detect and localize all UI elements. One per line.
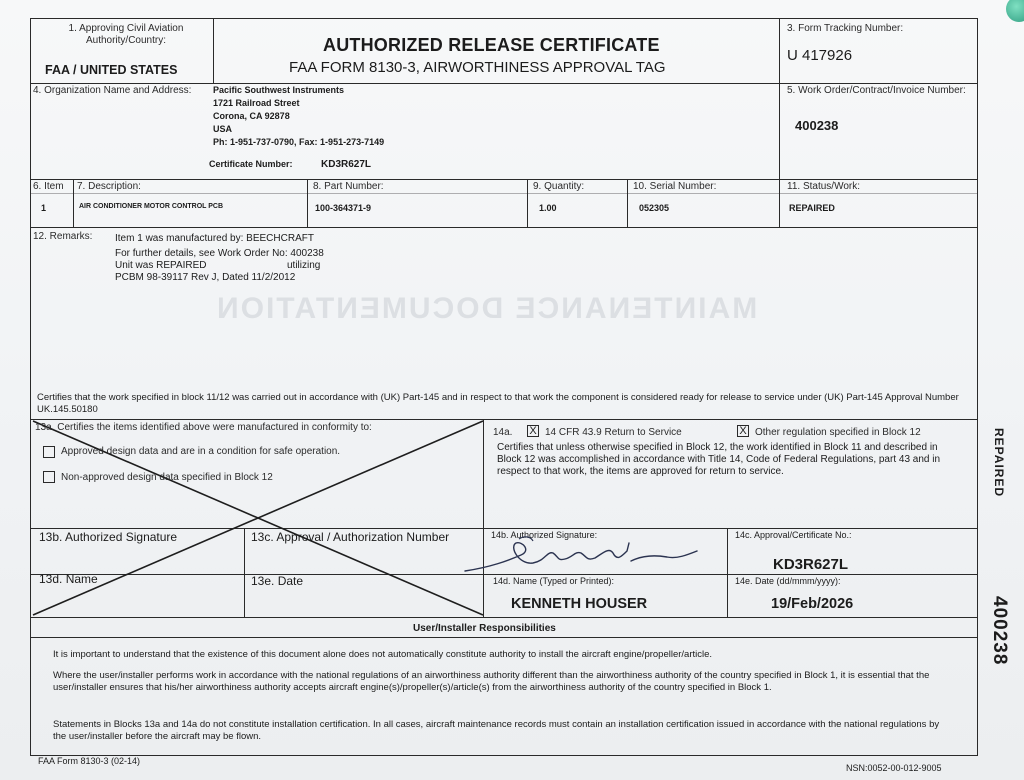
block14d-label: 14d. Name (Typed or Printed): — [493, 576, 615, 586]
block14a-text: Certifies that unless otherwise specified in Block 12, the work identified in Block 11 and described in Block 12 was accomplished in accordance with Title 14, Code of Federal Regulations, part 43 and in respect to that work, the items are approved for return to service. — [497, 442, 941, 477]
remarks-line1: Item 1 was manufactured by: BEECHCRAFT — [115, 233, 314, 244]
block13e-label: 13e. Date — [251, 574, 304, 588]
cert-number-label: Certificate Number: — [209, 159, 293, 169]
side-status-stamp: REPAIRED — [992, 428, 1006, 498]
approved-design-label: Approved design data and are in a condition for safe operation. — [61, 446, 341, 457]
org-name: Pacific Southwest Instruments — [213, 85, 345, 95]
block14c-label: 14c. Approval/Certificate No.: — [735, 530, 852, 540]
signer-name: KENNETH HOUSER — [511, 596, 648, 612]
remarks-line3b: utilizing — [287, 260, 321, 271]
tracking-number: U 417926 — [787, 47, 853, 64]
part-number-header: 8. Part Number: — [313, 181, 384, 192]
remarks-label: 12. Remarks: — [33, 231, 93, 242]
org-phone: Ph: 1-951-737-0790, Fax: 1-951-273-7149 — [213, 137, 385, 147]
form-8130-3 — [30, 18, 978, 756]
signature-mark — [461, 531, 701, 577]
block3-label: 3. Form Tracking Number: — [787, 23, 904, 34]
description-value: AIR CONDITIONER MOTOR CONTROL PCB — [79, 203, 224, 210]
remarks-line4: PCBM 98-39117 Rev J, Dated 11/2/2012 — [115, 272, 296, 283]
block13b-label: 13b. Authorized Signature — [39, 530, 178, 544]
block13d-label: 13d. Name — [39, 572, 98, 586]
approved-design-checkbox[interactable] — [43, 446, 55, 458]
other-regulation-label: Other regulation specified in Block 12 — [755, 427, 921, 438]
quantity-header: 9. Quantity: — [533, 181, 585, 192]
serial-header: 10. Serial Number: — [633, 181, 717, 192]
responsibilities-p3: Statements in Blocks 13a and 14a do not constitute installation certification. In all cases, aircraft maintenance records must contain an installation certification issued in accordance with the national regulations by the user/installer before the aircraft may be flown. — [53, 719, 940, 742]
org-country: USA — [213, 124, 233, 134]
approval-certificate-number: KD3R627L — [773, 556, 849, 573]
block13c-label: 13c. Approval / Authorization Number — [251, 530, 450, 544]
form-title: AUTHORIZED RELEASE CERTIFICATE — [323, 35, 660, 55]
serial-value: 052305 — [639, 203, 670, 213]
block1-value: FAA / UNITED STATES — [45, 63, 178, 77]
block14a-label: 14a. — [493, 427, 513, 438]
return-to-service-checkbox[interactable]: X — [527, 425, 539, 437]
non-approved-design-checkbox[interactable] — [43, 471, 55, 483]
non-approved-design-label: Non-approved design data specified in Block 12 — [61, 472, 273, 483]
org-street: 1721 Railroad Street — [213, 98, 300, 108]
responsibilities-p1: It is important to understand that the existence of this document alone does not automatically constitute authority to install the aircraft engine/propeller/article. — [53, 649, 713, 660]
description-header: 7. Description: — [77, 181, 141, 192]
org-city: Corona, CA 92878 — [213, 111, 290, 121]
remarks-line2: For further details, see Work Order No: 400238 — [115, 248, 324, 259]
responsibilities-title: User/Installer Responsibilities — [413, 623, 556, 634]
quantity-value: 1.00 — [539, 203, 557, 213]
block4-label: 4. Organization Name and Address: — [33, 85, 192, 96]
remarks-certification: Certifies that the work specified in block 11/12 was carried out in accordance with (UK) Part-145 and in respect to that work the component is considered ready for release to service under (UK) Part-145 Approval Number UK.145.50180 — [37, 392, 959, 415]
form-identifier: FAA Form 8130-3 (02-14) — [38, 756, 141, 766]
work-order-number: 400238 — [795, 118, 839, 133]
responsibilities-p2: Where the user/installer performs work in accordance with the national regulations of an airworthiness authority different than the airworthiness authority of the country specified in Block 1, it is essential that the user/installer ensures that his/her airworthiness authority accepts aircraft engine(s)/propeller(s)/article(s) from the airworthiness authority of the country specified in Block 1. — [53, 670, 930, 693]
nsn-number: NSN:0052-00-012-9005 — [846, 763, 942, 773]
status-value: REPAIRED — [789, 203, 835, 213]
signature-date: 19/Feb/2026 — [771, 596, 854, 612]
other-regulation-checkbox[interactable]: X — [737, 425, 749, 437]
block5-label: 5. Work Order/Contract/Invoice Number: — [787, 85, 966, 96]
block1-label: 1. Approving Civil Aviation Authority/Country: — [68, 23, 184, 46]
cert-number-value: KD3R627L — [321, 159, 372, 170]
status-header: 11. Status/Work: — [787, 181, 860, 192]
part-number-value: 100-364371-9 — [315, 203, 372, 213]
side-work-order: 400238 — [989, 596, 1010, 666]
item-header: 6. Item — [33, 181, 64, 192]
block13a-label: 13a. Certifies the items identified above were manufactured in conformity to: — [35, 422, 372, 433]
return-to-service-label: 14 CFR 43.9 Return to Service — [545, 427, 682, 438]
watermark-text: MAINTENANCE DOCUMENTATION — [215, 292, 758, 325]
push-pin-icon — [1006, 0, 1024, 22]
block14b-label: 14b. Authorized Signature: — [491, 530, 598, 540]
item-value: 1 — [41, 203, 47, 213]
form-subtitle: FAA FORM 8130-3, AIRWORTHINESS APPROVAL TAG — [289, 59, 666, 76]
block14e-label: 14e. Date (dd/mmm/yyyy): — [735, 576, 841, 586]
remarks-line3a: Unit was REPAIRED — [115, 260, 207, 271]
